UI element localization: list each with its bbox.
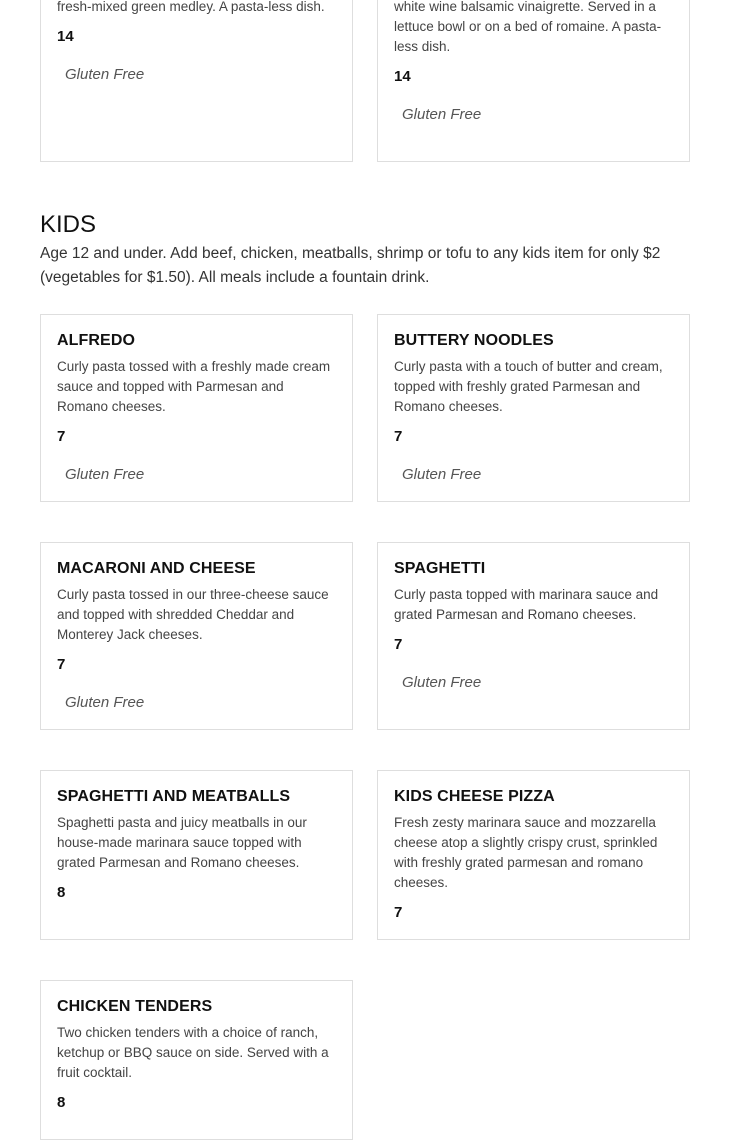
- gluten-free-tag: Gluten Free: [65, 466, 145, 483]
- item-price: 14: [57, 28, 74, 45]
- item-price: 7: [394, 428, 403, 445]
- item-description: Curly pasta tossed with a freshly made cream sauce and topped with Parmesan and Romano cheeses.: [57, 359, 331, 414]
- gluten-free-tag: Gluten Free: [402, 674, 482, 691]
- menu-item-card-alfredo: [40, 314, 353, 502]
- item-title: MACARONI AND CHEESE: [57, 560, 256, 577]
- item-price: 7: [394, 636, 403, 653]
- gluten-free-tag: Gluten Free: [402, 466, 482, 483]
- item-price: 7: [394, 904, 403, 921]
- item-title: ALFREDO: [57, 332, 136, 349]
- item-price: 7: [57, 656, 66, 673]
- item-description: Curly pasta topped with marinara sauce and grated Parmesan and Romano cheeses.: [394, 587, 659, 622]
- menu-item-card-macaroni-and-cheese: [40, 542, 353, 730]
- item-description: Fresh zesty marinara sauce and mozzarella cheese atop a slightly crispy crust, sprinkled with freshly grated parmesan and romano cheeses.: [394, 815, 658, 890]
- item-title: KIDS CHEESE PIZZA: [394, 788, 555, 805]
- item-title: SPAGHETTI AND MEATBALLS: [57, 788, 291, 805]
- item-description: Curly pasta tossed in our three-cheese sauce and topped with shredded Cheddar and Monterey Jack cheeses.: [57, 587, 329, 642]
- section-title-kids: KIDS: [40, 211, 97, 238]
- menu-item-card-chicken-tenders: [40, 980, 353, 1140]
- menu-item-card-buttery-noodles: [377, 314, 690, 502]
- item-title: SPAGHETTI: [394, 560, 486, 577]
- menu-item-card: [377, 0, 690, 162]
- item-price: 7: [57, 428, 66, 445]
- menu-item-card-kids-cheese-pizza: [377, 770, 690, 940]
- menu-item-card: [40, 0, 353, 162]
- gluten-free-tag: Gluten Free: [402, 106, 482, 123]
- item-price: 14: [394, 68, 411, 85]
- item-description: Two chicken tenders with a choice of ranch, ketchup or BBQ sauce on side. Served with a fruit cocktail.: [57, 1025, 329, 1080]
- item-description: fresh-mixed green medley. A pasta-less dish.: [57, 0, 325, 14]
- item-price: 8: [57, 884, 66, 901]
- section-description: Age 12 and under. Add beef, chicken, meatballs, shrimp or tofu to any kids item for only $2 (vegetables for $1.50). All meals include a fountain drink.: [40, 245, 661, 286]
- gluten-free-tag: Gluten Free: [65, 694, 145, 711]
- item-title: CHICKEN TENDERS: [57, 998, 213, 1015]
- item-description: Spaghetti pasta and juicy meatballs in our house-made marinara sauce topped with grated Parmesan and Romano cheeses.: [57, 815, 307, 870]
- gluten-free-tag: Gluten Free: [65, 66, 145, 83]
- item-price: 8: [57, 1094, 66, 1111]
- item-description: white wine balsamic vinaigrette. Served in a lettuce bowl or on a bed of romaine. A pasta-less dish.: [394, 0, 662, 54]
- menu-item-card-spaghetti-and-meatballs: [40, 770, 353, 940]
- item-description: Curly pasta with a touch of butter and cream, topped with freshly grated Parmesan and Romano cheeses.: [394, 359, 663, 414]
- menu-item-card-spaghetti: [377, 542, 690, 730]
- item-title: BUTTERY NOODLES: [394, 332, 554, 349]
